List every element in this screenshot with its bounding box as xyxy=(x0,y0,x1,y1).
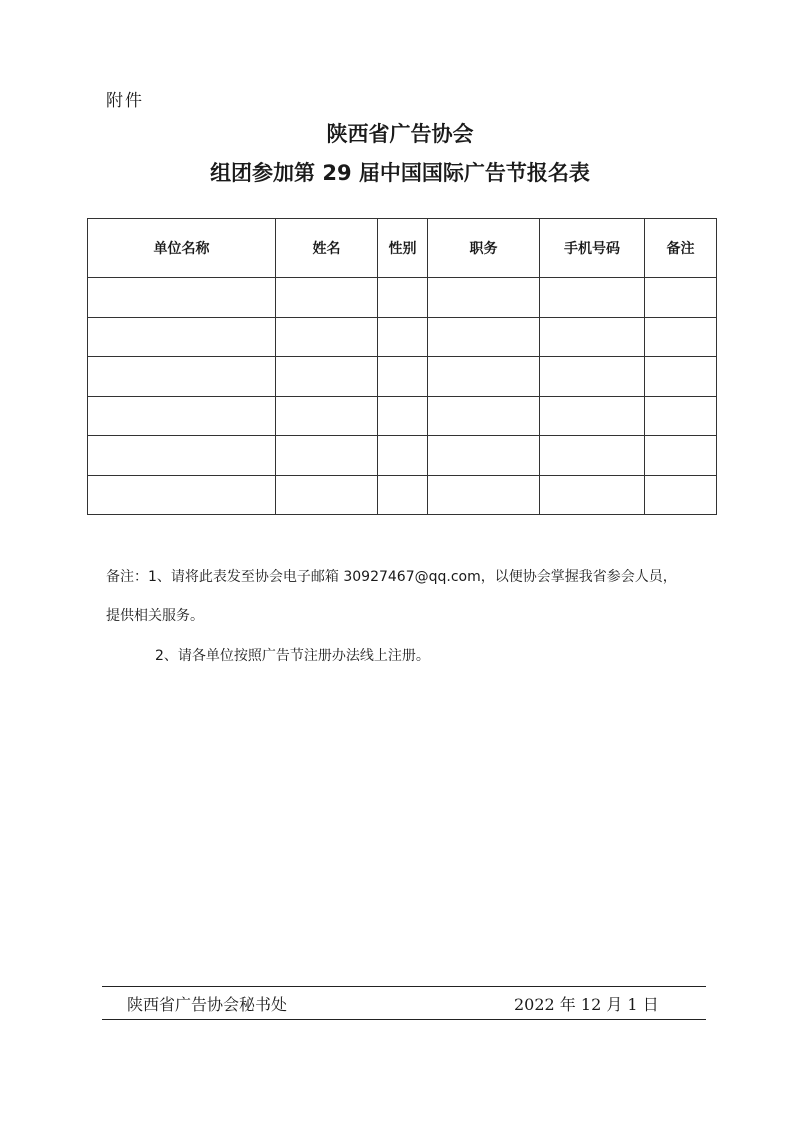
table-row xyxy=(88,357,717,397)
table-cell xyxy=(378,475,428,515)
footer-issuer: 陕西省广告协会秘书处 xyxy=(127,995,288,1014)
table-cell xyxy=(378,436,428,476)
document-title-line2: 组团参加第 29 届中国国际广告节报名表 xyxy=(210,161,590,185)
note-item-2: 2、请各单位按照广告节注册办法线上注册。 xyxy=(155,648,430,664)
table-row xyxy=(88,436,717,476)
table-cell xyxy=(276,278,378,318)
table-cell xyxy=(428,278,540,318)
table-row xyxy=(88,278,717,318)
table-cell xyxy=(276,396,378,436)
footer-date: 2022 年 12 月 1 日 xyxy=(514,995,659,1014)
table-row xyxy=(88,396,717,436)
table-cell xyxy=(276,317,378,357)
table-cell xyxy=(378,317,428,357)
table-cell xyxy=(276,357,378,397)
header-position: 职务 xyxy=(428,219,540,278)
table-cell xyxy=(645,317,717,357)
table-cell xyxy=(645,436,717,476)
table-cell xyxy=(428,317,540,357)
table-cell xyxy=(276,436,378,476)
table-cell xyxy=(88,475,276,515)
table-cell xyxy=(428,396,540,436)
table-cell xyxy=(88,317,276,357)
header-remarks: 备注 xyxy=(645,219,717,278)
table-cell xyxy=(540,357,645,397)
header-mobile: 手机号码 xyxy=(540,219,645,278)
attachment-label: 附件 xyxy=(106,91,144,111)
table-cell xyxy=(645,278,717,318)
table-body xyxy=(88,278,717,515)
footer-divider-bottom xyxy=(102,1019,706,1020)
table-cell xyxy=(378,357,428,397)
table-cell xyxy=(645,357,717,397)
table-cell xyxy=(378,278,428,318)
table-cell xyxy=(428,475,540,515)
table-cell xyxy=(88,436,276,476)
table-cell xyxy=(428,436,540,476)
table-cell xyxy=(378,396,428,436)
note-item-1: 备注：1、请将此表发至协会电子邮箱 30927467@qq.com，以便协会掌握我省参会人员， xyxy=(106,569,677,585)
table-row xyxy=(88,475,717,515)
table-cell xyxy=(645,396,717,436)
table-cell xyxy=(540,317,645,357)
footer-divider-top xyxy=(102,986,706,987)
table-cell xyxy=(540,278,645,318)
document-title-line1: 陕西省广告协会 xyxy=(326,122,474,146)
table-cell xyxy=(88,357,276,397)
note-item-1-continued: 提供相关服务。 xyxy=(106,608,204,624)
table-cell xyxy=(428,357,540,397)
header-name: 姓名 xyxy=(276,219,378,278)
header-unit-name: 单位名称 xyxy=(88,219,276,278)
table-cell xyxy=(540,436,645,476)
table-row xyxy=(88,317,717,357)
registration-table xyxy=(87,218,717,515)
table-cell xyxy=(276,475,378,515)
table-cell xyxy=(645,475,717,515)
header-gender: 性别 xyxy=(378,219,428,278)
table-cell xyxy=(88,396,276,436)
table-cell xyxy=(540,475,645,515)
table-cell xyxy=(540,396,645,436)
table-cell xyxy=(88,278,276,318)
table-header-row xyxy=(88,219,717,278)
